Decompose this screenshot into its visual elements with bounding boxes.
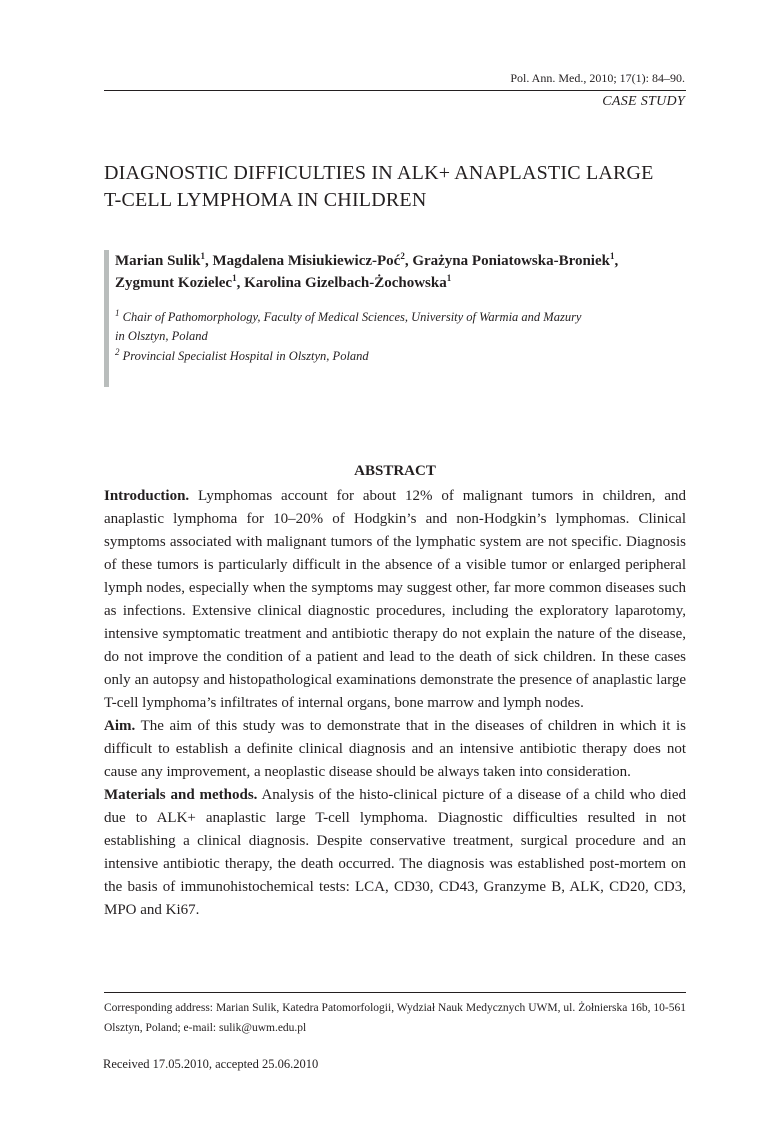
author-name: Marian Sulik bbox=[115, 253, 201, 269]
authors-block bbox=[104, 250, 686, 387]
section-label: Aim. bbox=[104, 718, 136, 734]
section-label: Materials and methods. bbox=[104, 787, 258, 803]
abstract-heading: ABSTRACT bbox=[354, 463, 436, 479]
author-separator: , bbox=[204, 253, 213, 269]
footer-rule bbox=[104, 992, 686, 993]
section-text: Lymphomas account for about 12% of malignant tumors in children, and anaplastic lymphoma for 10–20% of Hodgkin’s and non-Hodgkin’s lymphomas. Clinical symptoms associated with malignant tumors of the lymphatic system are not specific. Diagnosis of these tumors is particularly difficult in the absence of a visible tumor or enlarged peripheral lymph nodes, especially when the symptoms may suggest other, far more common diseases such as infections. Extensive clinical diagnostic procedures, including the exploratory laparotomy, intensive symptomatic treatment and antibiotic therapy do not explain the nature of the disease, do not improve the condition of a patient and lead to the death of sick children. In these cases only an autopsy and histopathological examinations demonstrate the presence of anaplastic large T-cell lymphoma’s infiltrates of internal organs, bone marrow and lymph nodes. bbox=[104, 488, 686, 711]
journal-reference: Pol. Ann. Med., 2010; 17(1): 84–90. bbox=[510, 71, 685, 85]
affiliation-1 bbox=[115, 308, 685, 346]
header-rule bbox=[104, 90, 686, 91]
author-name: Grażyna Poniatowska-Broniek bbox=[412, 253, 610, 269]
author-separator: , bbox=[404, 253, 413, 269]
affiliation-text: Provincial Specialist Hospital in Olsztyn, Poland bbox=[122, 349, 369, 363]
article-category: CASE STUDY bbox=[602, 94, 685, 109]
section-label: Introduction. bbox=[104, 488, 190, 504]
received-date: Received 17.05.2010, accepted 25.06.2010 bbox=[103, 1057, 319, 1071]
author-affiliation-mark: 2 bbox=[400, 251, 405, 261]
affiliation-2 bbox=[115, 347, 685, 366]
authors-side-bar bbox=[104, 250, 109, 387]
author-separator: , bbox=[614, 253, 619, 269]
author-separator: , bbox=[236, 275, 245, 291]
affiliation-text: Chair of Pathomorphology, Faculty of Medical Sciences, University of Warmia and Mazury bbox=[122, 310, 582, 324]
author-name: Karolina Gizelbach-Żochowska bbox=[244, 275, 447, 291]
corresponding-address: Corresponding address: Marian Sulik, Katedra Patomorfologii, Wydział Nauk Medycznych UWM, ul. Żołnierska 16b, 10-561 Olsztyn, Poland; e-mail: sulik@uwm.edu.pl bbox=[104, 1002, 686, 1034]
abstract-introduction bbox=[104, 485, 686, 715]
affiliation-mark: 1 bbox=[115, 307, 120, 318]
author-affiliation-mark: 1 bbox=[446, 273, 452, 283]
title-line-1: DIAGNOSTIC DIFFICULTIES IN ALK+ ANAPLASTIC LARGE bbox=[104, 162, 654, 184]
author-affiliation-mark: 1 bbox=[232, 273, 237, 283]
abstract-aim bbox=[104, 715, 686, 784]
author-name: Zygmunt Kozielec bbox=[115, 275, 233, 291]
author-list bbox=[115, 250, 685, 294]
author-affiliation-mark: 1 bbox=[609, 251, 615, 261]
affiliation-text-cont: in Olsztyn, Poland bbox=[115, 329, 208, 343]
section-text: The aim of this study was to demonstrate that in the diseases of children in which it is difficult to establish a definite clinical diagnosis and an intensive antibiotic therapy does not cause any improvement, a neoplastic disease should be always taken into consideration. bbox=[104, 718, 687, 780]
section-text: Analysis of the histo-clinical picture of a disease of a child who died due to ALK+ anaplastic large T-cell lymphoma. Diagnostic difficulties resulted in not establishing a clinical diagnosis. Despite conservative treatment, surgical procedure and an intensive antibiotic therapy, the death occurred. The diagnosis was established post-mortem on the basis of immunohistochemical tests: LCA, CD30, CD43, Granzyme B, ALK, CD20, CD3, MPO and Ki67. bbox=[104, 787, 686, 918]
affiliation-mark: 2 bbox=[115, 346, 120, 357]
author-affiliation-mark: 1 bbox=[200, 251, 205, 261]
title-line-2: T-CELL LYMPHOMA IN CHILDREN bbox=[104, 189, 427, 211]
abstract-body bbox=[104, 485, 686, 922]
abstract-materials-methods bbox=[104, 784, 686, 922]
author-name: Magdalena Misiukiewicz-Poć bbox=[212, 253, 401, 269]
article-title bbox=[104, 160, 684, 214]
